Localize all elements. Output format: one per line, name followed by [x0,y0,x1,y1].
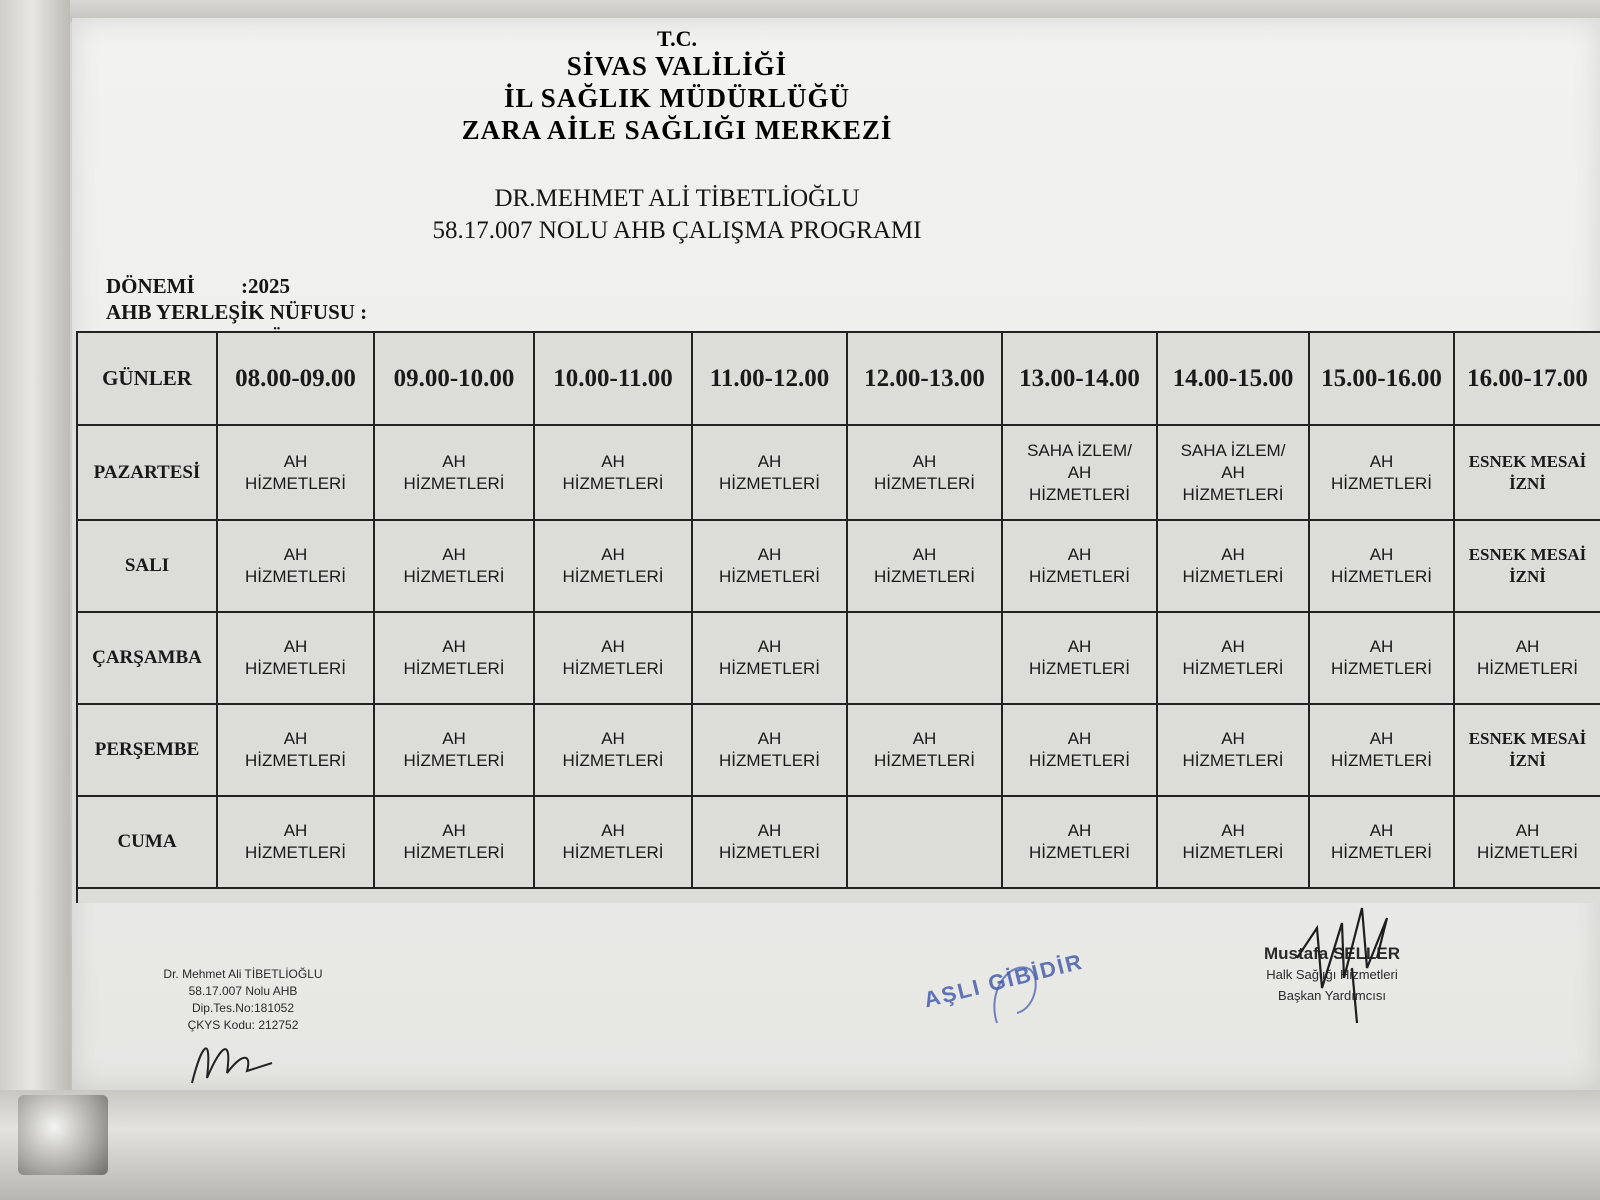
activity-line: İZNİ [1509,473,1546,493]
activity-text [874,451,975,495]
schedule-cell [1158,797,1310,889]
official-title: Halk Sağlığı Hizmetleri [1266,967,1398,982]
activity-text [1029,820,1130,864]
official-role: Başkan Yardımcısı [1278,988,1386,1003]
activity-line: HİZMETLERİ [1182,751,1284,770]
period-row [106,273,367,299]
schedule-cell [218,705,375,797]
time-slot-header: 08.00-09.00 [218,333,375,426]
period-label: DÖNEMİ [106,274,195,298]
period-value: :2025 [241,274,290,298]
activity-line: AH [757,637,782,656]
activity-line: AH [283,545,308,564]
activity-line: HİZMETLERİ [873,751,976,770]
activity-text [403,451,504,495]
schedule-cell [1158,521,1310,613]
schedule-cell [1455,613,1600,705]
schedule-cell [693,521,848,613]
activity-text [1029,636,1130,680]
time-slot-header: 16.00-17.00 [1455,333,1600,426]
activity-line: AH [757,821,782,840]
activity-text [719,820,820,864]
activity-text [1477,636,1578,680]
activity-line: SAHA İZLEM/ [1180,440,1286,460]
activity-line: AH [912,729,937,748]
activity-text [403,820,504,864]
activity-text [719,451,820,495]
time-slot-header: 12.00-13.00 [848,333,1003,426]
activity-text [245,544,346,588]
activity-line: HİZMETLERİ [562,473,664,493]
activity-line: AH [1221,637,1245,656]
schedule-document [72,18,1600,1090]
doctor-sign-name: Dr. Mehmet Ali TİBETLİOĞLU [163,967,323,981]
activity-line: HİZMETLERİ [403,659,505,678]
schedule-table [76,331,1600,903]
activity-line: AH [601,451,625,471]
schedule-cell [535,705,693,797]
resident-population-label: AHB YERLEŞİK NÜFUSU : [106,300,368,324]
activity-text [245,451,346,495]
schedule-cell [1310,426,1455,521]
schedule-cell [848,521,1003,613]
activity-line: HİZMETLERİ [403,843,505,862]
time-slot-header: 15.00-16.00 [1310,333,1455,426]
activity-line: AH [1067,545,1092,564]
activity-line: İZNİ [1509,751,1546,770]
activity-line: HİZMETLERİ [1330,567,1433,586]
activity-text [245,636,346,680]
activity-line: SAHA İZLEM/ [1027,440,1132,460]
activity-text [245,728,346,772]
schedule-cell [1455,705,1600,797]
activity-line: HİZMETLERİ [1330,843,1433,862]
schedule-cell [693,613,848,705]
activity-line: HİZMETLERİ [1182,843,1284,862]
activity-line: AH [1067,821,1092,840]
activity-line: AH [1221,821,1245,840]
activity-line: AH [1221,729,1245,748]
activity-text [1331,636,1432,680]
doctor-sign-diploma: Dip.Tes.No:181052 [191,1001,295,1015]
schedule-cell [375,797,535,889]
activity-line: AH [442,637,466,656]
activity-text [562,636,663,680]
activity-line: HİZMETLERİ [1182,659,1284,678]
activity-line: AH [1067,637,1092,656]
schedule-cell [848,705,1003,797]
activity-line: HİZMETLERİ [1028,843,1131,862]
program-header [72,183,1282,247]
activity-line: AH [912,451,937,471]
schedule-cell [1455,797,1600,889]
schedule-cell [1003,521,1158,613]
activity-line: HİZMETLERİ [1028,484,1131,504]
time-slot-header: 13.00-14.00 [1003,333,1158,426]
activity-line: HİZMETLERİ [873,567,976,586]
schedule-cell [375,426,535,521]
activity-line: AH [1515,637,1540,656]
activity-line: AH [1515,821,1540,840]
activity-line: AH [601,729,625,748]
day-label: PERŞEMBE [78,705,218,797]
schedule-cell [1003,613,1158,705]
activity-text [1029,544,1130,588]
activity-line: AH [1067,729,1092,748]
frame-left-edge [0,0,70,1200]
frame-corner-bracket [18,1095,108,1175]
schedule-cell [1310,521,1455,613]
schedule-cell [848,426,1003,521]
activity-text [562,728,663,772]
activity-line: AH [1221,545,1245,564]
activity-line: İZNİ [1509,567,1546,586]
activity-line: HİZMETLERİ [718,567,821,586]
activity-line: HİZMETLERİ [1476,843,1579,862]
activity-line: HİZMETLERİ [244,567,347,586]
activity-line: AH [442,821,466,840]
institution-header [72,28,1282,146]
certified-copy-stamp: AŞLI GİBİDİR [921,948,1086,1013]
activity-text [719,728,820,772]
official-name: Mustafa SELLER [1263,944,1401,963]
activity-text [1331,820,1432,864]
doctor-handwritten-signature [182,1023,282,1093]
activity-text [403,636,504,680]
activity-line: HİZMETLERİ [1028,751,1131,770]
header-health-center: ZARA AİLE SAĞLIĞI MERKEZİ [461,115,893,145]
schedule-cell [1310,797,1455,889]
empty-schedule-cell [848,613,1003,705]
activity-text [245,820,346,864]
activity-line: AH [1369,637,1394,656]
activity-line: AH [757,545,782,564]
activity-text [1181,440,1286,506]
activity-line: AH [1369,451,1394,471]
schedule-cell [535,613,693,705]
activity-line: HİZMETLERİ [1476,659,1579,678]
activity-line: AH [1067,462,1092,482]
activity-text [1469,544,1587,588]
activity-text [1027,440,1132,506]
activity-line: AH [601,637,625,656]
activity-text [1477,820,1578,864]
activity-line: AH [601,821,625,840]
schedule-cell [1310,705,1455,797]
activity-line: HİZMETLERİ [244,843,347,862]
activity-text [874,728,975,772]
activity-line: HİZMETLERİ [244,659,347,678]
activity-text [1469,728,1587,772]
program-title: 58.17.007 NOLU AHB ÇALIŞMA PROGRAMI [432,217,922,244]
activity-text [1182,636,1283,680]
activity-line: AH [442,451,466,471]
activity-text [874,544,975,588]
schedule-cell [1003,426,1158,521]
day-label: CUMA [78,797,218,889]
time-slot-header: 11.00-12.00 [693,333,848,426]
activity-line: AH [1369,545,1394,564]
activity-line: HİZMETLERİ [562,567,664,586]
schedule-cell [1455,521,1600,613]
activity-text [1182,820,1283,864]
activity-line: HİZMETLERİ [718,843,821,862]
activity-line: HİZMETLERİ [718,751,821,770]
activity-line: HİZMETLERİ [1330,659,1433,678]
activity-line: ESNEK MESAİ [1468,545,1587,564]
schedule-cell [218,613,375,705]
activity-line: HİZMETLERİ [562,843,664,862]
schedule-cell [1158,705,1310,797]
doctor-name: DR.MEHMET ALİ TİBETLİOĞLU [494,185,860,212]
activity-line: AH [1369,821,1394,840]
activity-line: HİZMETLERİ [1182,567,1284,586]
schedule-cell [535,426,693,521]
schedule-cell [693,705,848,797]
activity-line: AH [757,729,782,748]
activity-line: AH [442,545,466,564]
activity-line: AH [442,729,466,748]
activity-line: AH [1369,729,1394,748]
activity-line: AH [912,545,937,564]
activity-line: HİZMETLERİ [1330,473,1433,493]
header-health-directorate: İL SAĞLIK MÜDÜRLÜĞÜ [503,83,851,113]
day-label: SALI [78,521,218,613]
activity-line: HİZMETLERİ [562,751,664,770]
activity-line: HİZMETLERİ [1028,567,1131,586]
time-slot-header: 14.00-15.00 [1158,333,1310,426]
schedule-cell [218,521,375,613]
official-handwritten-signature [1282,898,1412,1028]
days-column-header: GÜNLER [78,333,218,426]
activity-text [1182,728,1283,772]
activity-text [1469,451,1587,495]
activity-line: HİZMETLERİ [403,567,505,586]
schedule-cell [535,521,693,613]
activity-text [719,636,820,680]
schedule-cell [1310,613,1455,705]
header-tc: T.C. [657,26,697,51]
doctor-sign-unit: 58.17.007 Nolu AHB [188,984,298,998]
activity-text [562,544,663,588]
schedule-cell [1158,426,1310,521]
activity-line: HİZMETLERİ [1330,751,1433,770]
frame-bottom-edge [0,1090,1600,1200]
stamp-signature-mark [977,953,1057,1033]
activity-line: HİZMETLERİ [244,473,347,493]
activity-line: AH [283,729,308,748]
resident-population-row [106,299,367,325]
header-governorship: SİVAS VALİLİĞİ [566,51,788,81]
activity-line: HİZMETLERİ [403,473,505,493]
activity-text [1029,728,1130,772]
activity-line: AH [283,637,308,656]
time-slot-header: 10.00-11.00 [535,333,693,426]
schedule-cell [375,521,535,613]
activity-line: HİZMETLERİ [718,473,821,493]
schedule-cell [218,797,375,889]
activity-line: ESNEK MESAİ [1468,729,1587,748]
activity-line: AH [601,545,625,564]
empty-schedule-cell [848,797,1003,889]
activity-line: HİZMETLERİ [718,659,821,678]
activity-text [719,544,820,588]
activity-line: HİZMETLERİ [873,473,976,493]
activity-text [403,728,504,772]
activity-line: AH [1221,462,1245,482]
activity-line: HİZMETLERİ [403,751,505,770]
activity-line: AH [283,451,308,471]
day-label: ÇARŞAMBA [78,613,218,705]
time-slot-header: 09.00-10.00 [375,333,535,426]
schedule-cell [375,705,535,797]
activity-line: HİZMETLERİ [1028,659,1131,678]
doctor-sign-code: ÇKYS Kodu: 212752 [187,1018,299,1032]
day-label: PAZARTESİ [78,426,218,521]
schedule-cell [1158,613,1310,705]
schedule-cell [1455,426,1600,521]
schedule-cell [693,797,848,889]
activity-text [403,544,504,588]
activity-text [562,451,663,495]
activity-line: HİZMETLERİ [1182,484,1284,504]
activity-text [1331,544,1432,588]
activity-line: AH [757,451,782,471]
activity-text [1331,451,1432,495]
schedule-cell [693,426,848,521]
schedule-cell [535,797,693,889]
schedule-cell [1003,705,1158,797]
activity-text [562,820,663,864]
activity-text [1182,544,1283,588]
activity-line: ESNEK MESAİ [1468,451,1587,471]
activity-line: HİZMETLERİ [244,751,347,770]
activity-text [1331,728,1432,772]
activity-line: AH [283,821,308,840]
schedule-cell [218,426,375,521]
schedule-cell [375,613,535,705]
schedule-cell [1003,797,1158,889]
activity-line: HİZMETLERİ [562,659,664,678]
